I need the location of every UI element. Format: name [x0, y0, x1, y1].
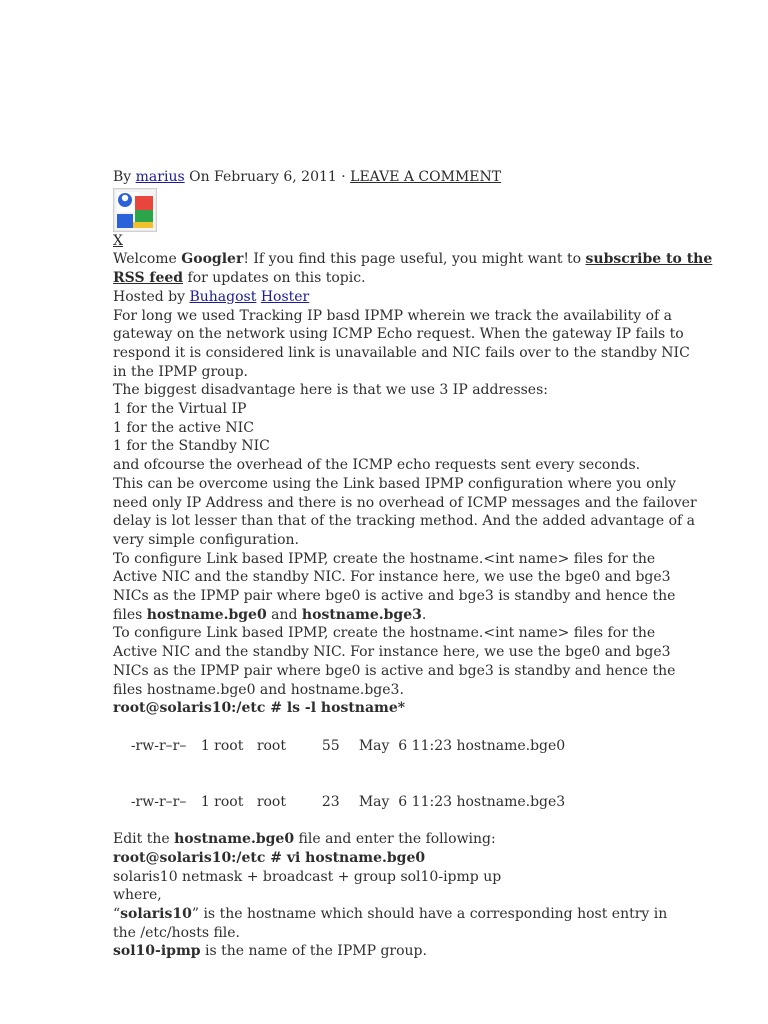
hosted-by-line: Hosted by Buhagost Hoster: [113, 288, 310, 305]
welcome-line-2: RSS feed for updates on this topic.: [113, 270, 366, 287]
files-line: files hostname.bge0 and hostname.bge3.: [113, 606, 427, 623]
where-line: where,: [113, 887, 162, 904]
command-vi: root@solaris10:/etc # vi hostname.bge0: [113, 849, 426, 866]
rss-link-part2[interactable]: RSS feed: [113, 270, 184, 287]
listing-row: -rw-r–r– 1 root root 55 May 6 11:23 hostname.bge0: [130, 737, 566, 754]
google-icon: [113, 188, 157, 232]
welcome-line: Welcome Googler! If you find this page useful, you might want to subscribe to the: [113, 251, 713, 268]
host-link-1[interactable]: Buhagost: [189, 288, 257, 305]
command-ls: root@solaris10:/etc # ls -l hostname*: [113, 700, 406, 717]
hosts-file-line: the /etc/hosts file.: [113, 924, 241, 941]
byline: By marius On February 6, 2011 · LEAVE A COMMENT: [113, 169, 502, 185]
paragraph-2: To configure Link based IPMP, create the hostname.<int name> files for the Active NIC and the standby NIC. For instance here, we use the bge0 and bge3 NICs as the IPMP pair where bge0 is active and bge3 is standby and hence the files hostname.bge0 and hostname.bge3.: [113, 625, 676, 698]
edit-line: Edit the hostname.bge0 file and enter the following:: [113, 831, 496, 848]
config-line: solaris10 netmask + broadcast + group sol10-ipmp up: [113, 868, 502, 885]
close-link[interactable]: X: [113, 232, 123, 249]
listing-row: -rw-r–r– 1 root root 23 May 6 11:23 hostname.bge3: [130, 793, 566, 810]
author-link[interactable]: marius: [135, 169, 185, 185]
hostname-note: “solaris10” is the hostname which should have a corresponding host entry in: [113, 906, 668, 923]
group-note: sol10-ipmp is the name of the IPMP group.: [113, 943, 427, 960]
rss-link-part1[interactable]: subscribe to the: [585, 251, 713, 268]
paragraph-1: For long we used Tracking IP basd IPMP wherein we track the availability of a gateway on the network using ICMP Echo request. When the gateway IP fails to respond it is considered link is unavailable and NIC fails over to the standby NIC in the IPMP group. The biggest disadvantage here is that we use 3 IP addresses: 1 for the Virtual IP 1 for the active NIC 1 for the Standby NIC and ofcourse the overhead of the ICMP echo requests sent every seconds. This can be overcome using the Link based IPMP configuration where you only need only IP Address and there is no overhead of ICMP messages and the failover delay is lot lesser than that of the tracking method. And the added advantage of a very simple configuration. To configure Link based IPMP, create the hostname.<int name> files for the Active NIC and the standby NIC. For instance here, we use the bge0 and bge3 NICs as the IPMP pair where bge0 is active and bge3 is standby and hence the: [113, 307, 697, 605]
host-link-2[interactable]: Hoster: [260, 288, 310, 305]
leave-comment-link[interactable]: LEAVE A COMMENT: [350, 169, 502, 185]
article-body: [113, 168, 713, 961]
googler-label: Googler: [181, 251, 244, 268]
